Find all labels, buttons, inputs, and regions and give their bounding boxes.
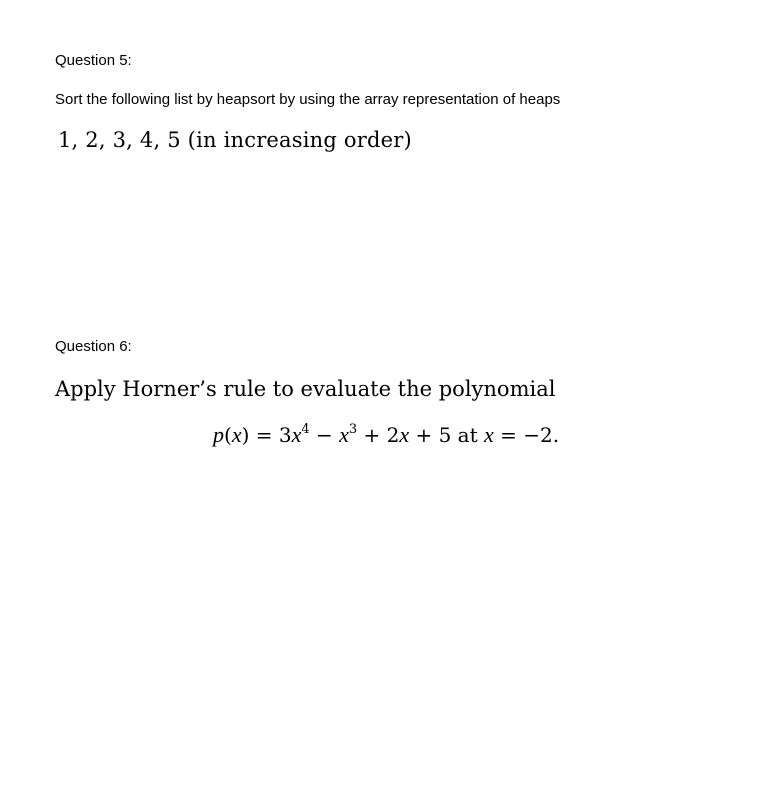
formula-plus-5-at: + 5 at (409, 423, 484, 447)
formula-equals-coeff: ) = 3 (241, 423, 292, 447)
question-6-formula (213, 424, 559, 446)
formula-open-paren: ( (224, 423, 232, 447)
formula-eval-value: = −2. (493, 423, 560, 447)
question-5-instruction: Sort the following list by heapsort by using the array representation of heaps (55, 91, 561, 108)
formula-exponent-4: 4 (301, 422, 310, 437)
formula-x-term-1: x (399, 422, 410, 447)
formula-eval-variable: x (484, 422, 494, 447)
question-6-instruction: Apply Horner’s rule to evaluate the polynomial (55, 377, 556, 401)
question-5-heading: Question 5: (55, 52, 132, 69)
formula-plus-2: + 2 (357, 423, 400, 447)
formula-x-term-4: x (291, 422, 302, 447)
formula-exponent-3: 3 (348, 422, 358, 437)
formula-x-term-3: x (339, 422, 349, 447)
formula-variable: x (231, 422, 242, 447)
formula-minus: − (309, 423, 340, 447)
question-6-heading: Question 6: (55, 338, 132, 355)
question-5-list: 1, 2, 3, 4, 5 (in increasing order) (58, 128, 412, 152)
formula-function: p (213, 422, 224, 447)
